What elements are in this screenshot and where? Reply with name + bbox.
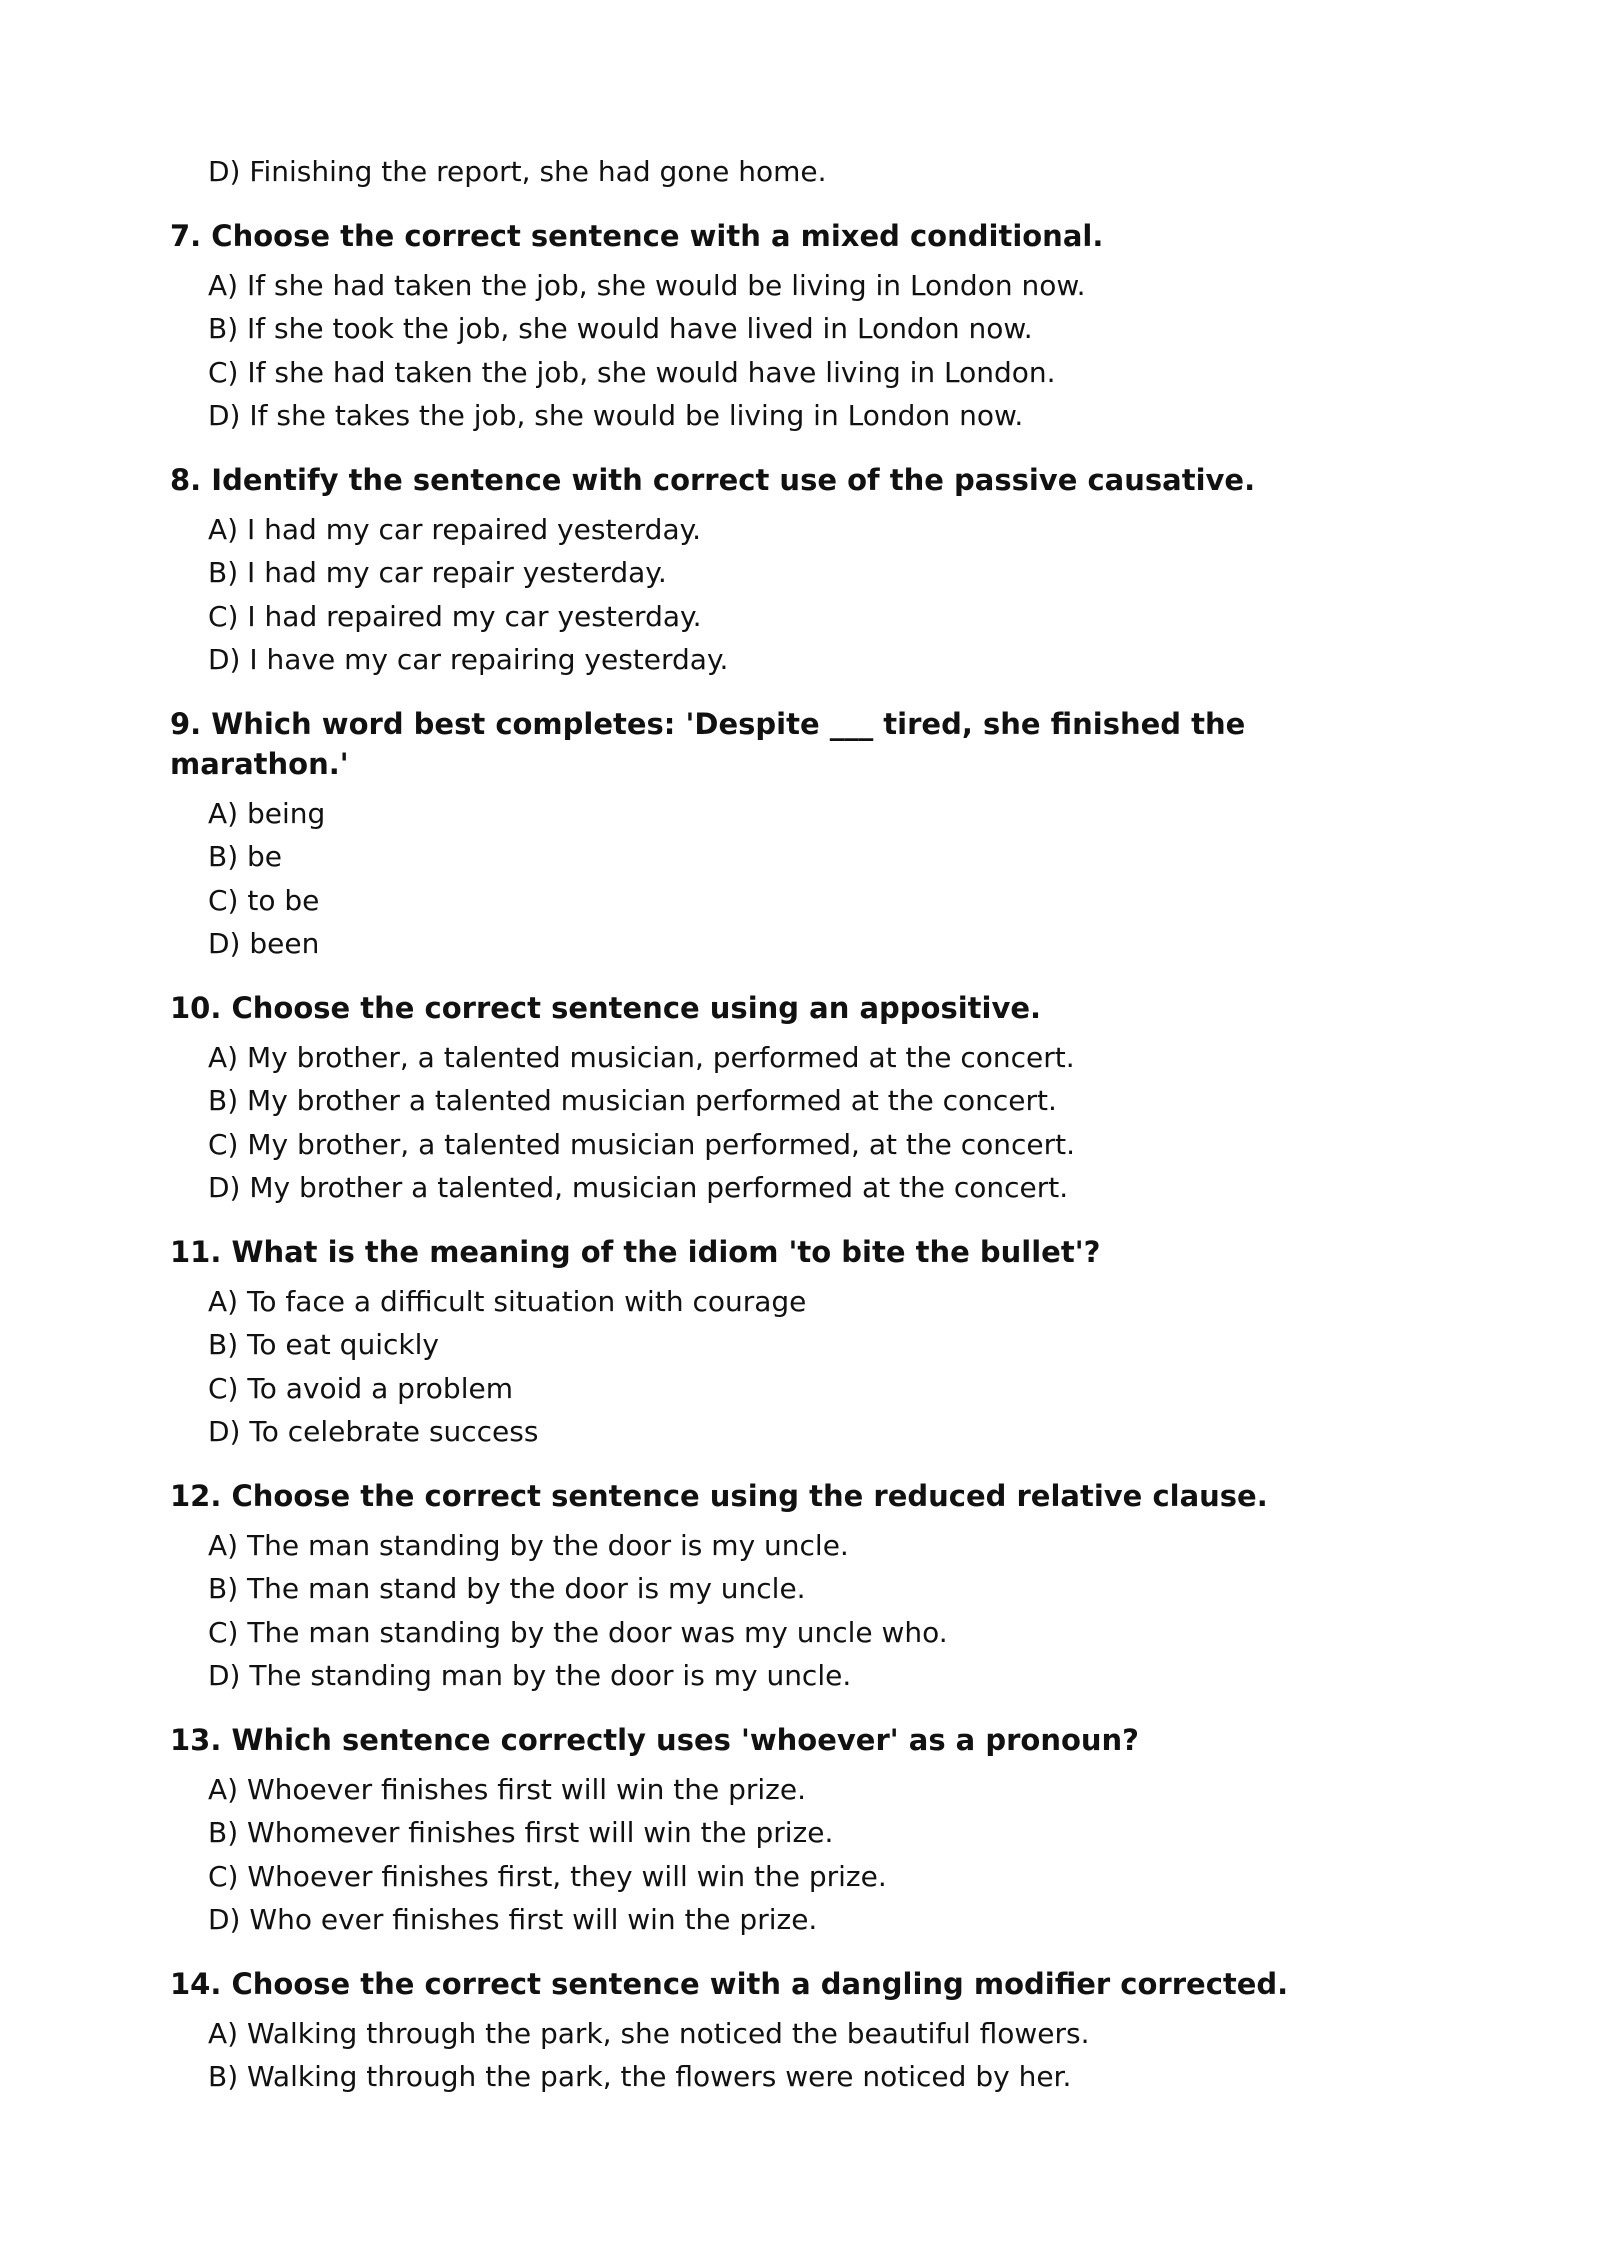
option-a: A) I had my car repaired yesterday. [208,512,702,546]
option-c: C) If she had taken the job, she would have living in London. [208,355,1056,389]
question-14 [170,1964,1370,2099]
question-7 [170,216,1370,438]
question-text: 12. Choose the correct sentence using the reduced relative clause. [170,1478,1268,1513]
option-a: A) My brother, a talented musician, performed at the concert. [208,1040,1075,1074]
option-d: D) been [208,927,320,960]
question-text: 7. Choose the correct sentence with a mixed conditional. [170,218,1104,253]
option-b: B) To eat quickly [208,1328,439,1361]
question-text: 13. Which sentence correctly uses 'whoever' as a pronoun? [170,1722,1140,1757]
option-b: B) Whomever finishes first will win the prize. [208,1816,834,1849]
option-a: A) The man standing by the door is my uncle. [208,1528,849,1562]
option-a: A) Walking through the park, she noticed the beautiful flowers. [208,2016,1090,2050]
option-c: C) The man standing by the door was my uncle who. [208,1615,948,1649]
option-a: A) being [208,796,326,830]
question-text: 10. Choose the correct sentence using an appositive. [170,990,1042,1025]
option-d: D) My brother a talented, musician performed at the concert. [208,1171,1069,1204]
question-text: 11. What is the meaning of the idiom 'to bite the bullet'? [170,1234,1101,1269]
question-8 [170,460,1370,682]
question-10 [170,988,1370,1210]
question-text: 8. Identify the sentence with correct use of the passive causative. [170,462,1256,497]
option-d: D) To celebrate success [208,1415,539,1448]
option-a: A) If she had taken the job, she would be living in London now. [208,268,1086,302]
option-c: C) My brother, a talented musician performed, at the concert. [208,1127,1076,1161]
option-b: B) My brother a talented musician performed at the concert. [208,1084,1057,1117]
option-b: B) I had my car repair yesterday. [208,556,667,589]
quiz-content [170,150,1370,2099]
question-12 [170,1476,1370,1698]
option-a: A) Whoever finishes first will win the prize. [208,1772,807,1806]
option-text: D) Finishing the report, she had gone home. [208,155,827,188]
option-b: B) If she took the job, she would have lived in London now. [208,312,1033,345]
option-d: D) I have my car repairing yesterday. [208,643,729,676]
question-13 [170,1720,1370,1942]
option-c: C) To avoid a problem [208,1371,513,1405]
option-c: C) Whoever finishes first, they will win the prize. [208,1859,887,1893]
option-d: D) Who ever finishes first will win the prize. [208,1903,818,1936]
question-9 [170,704,1370,966]
option-d: D) If she takes the job, she would be living in London now. [208,399,1024,432]
option-b: B) Walking through the park, the flowers were noticed by her. [208,2060,1072,2093]
option-b: B) be [208,840,283,873]
option-b: B) The man stand by the door is my uncle. [208,1572,806,1605]
option-d: D) The standing man by the door is my uncle. [208,1659,852,1692]
option-c: C) I had repaired my car yesterday. [208,599,702,633]
option-a: A) To face a difficult situation with courage [208,1284,807,1318]
option-c: C) to be [208,883,320,917]
question-11 [170,1232,1370,1454]
question-text: 9. Which word best completes: 'Despite ___ tired, she finished the marathon.' [170,706,1246,781]
question-text: 14. Choose the correct sentence with a dangling modifier corrected. [170,1966,1289,2001]
